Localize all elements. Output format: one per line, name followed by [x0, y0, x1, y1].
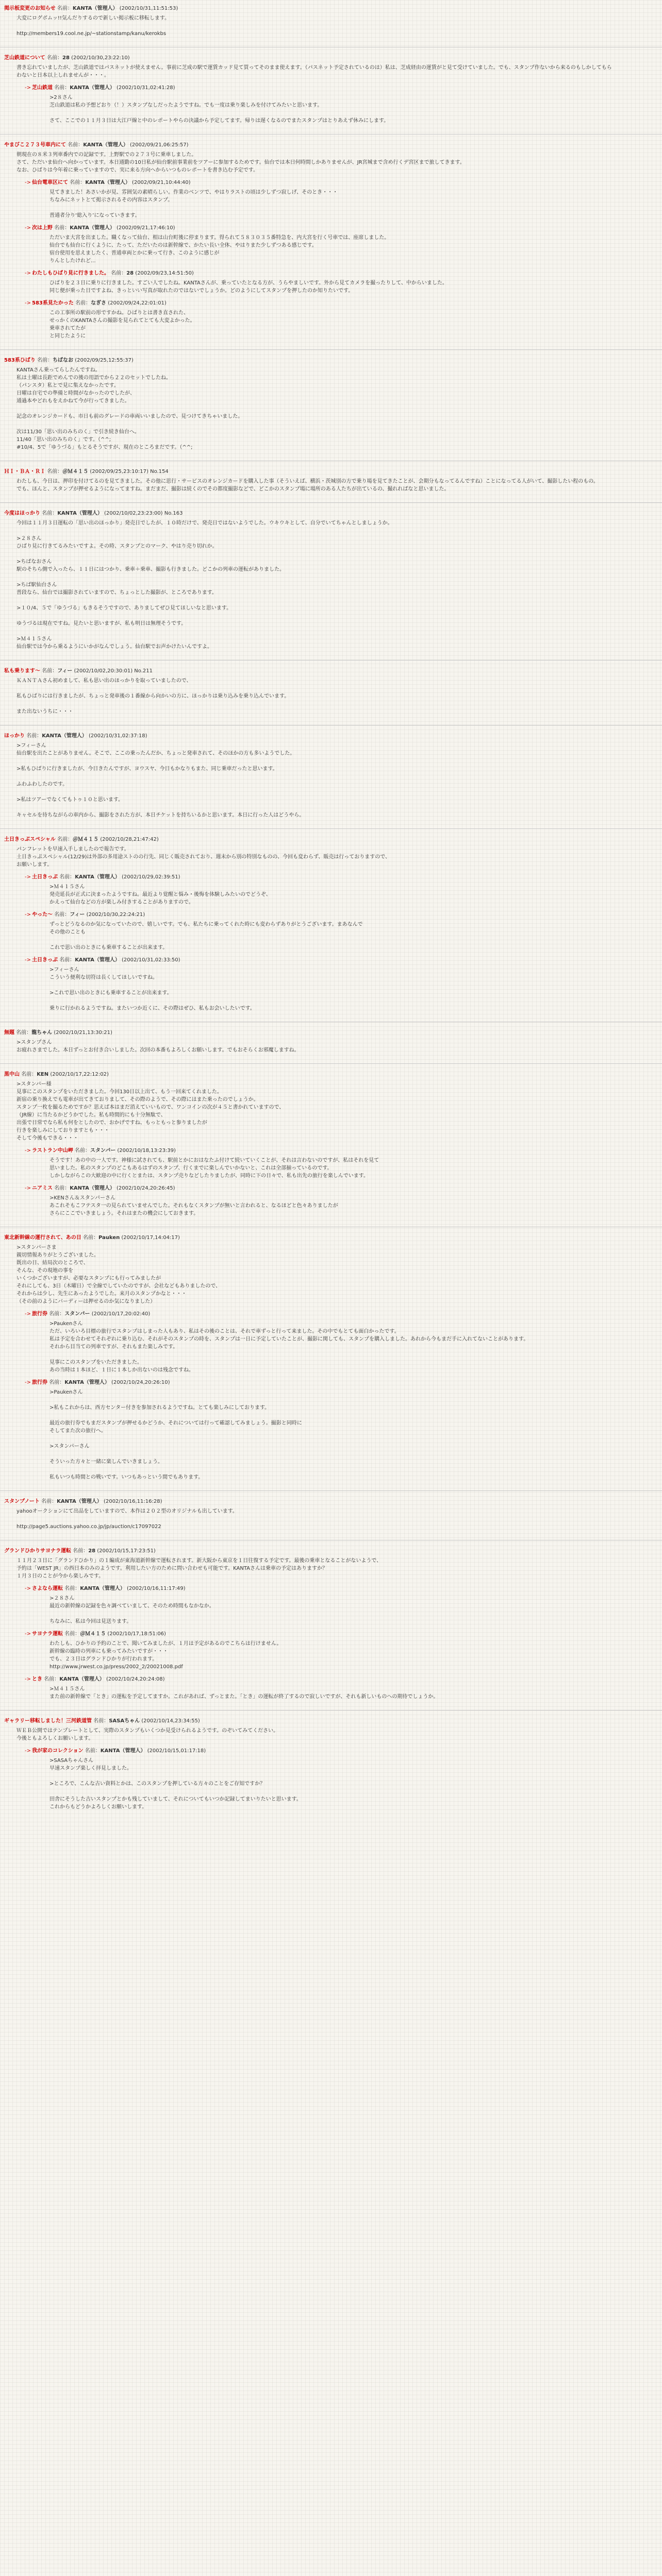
post-header	[4, 357, 662, 364]
divider	[0, 1063, 662, 1064]
post-author[interactable]: 28	[62, 55, 70, 61]
reply-author[interactable]: KANTA（管理人）	[80, 1586, 125, 1591]
post-author[interactable]: KANTA（管理人）	[57, 511, 103, 516]
post-header	[4, 1234, 662, 1242]
name-label: 名前：	[49, 1311, 65, 1317]
post-date: (2002/10/17,14:04:17)	[121, 1235, 180, 1241]
name-label: 名前：	[16, 1030, 32, 1036]
post-author[interactable]: KANTA（管理人）	[83, 142, 128, 148]
reply-arrow-icon: ->	[25, 300, 31, 306]
reply-arrow-icon: ->	[25, 225, 31, 231]
reply-title[interactable]: 土日きっぷ	[32, 874, 58, 880]
name-label: 名前：	[42, 511, 58, 516]
post-date: (2002/09/25,12:55:37)	[75, 358, 134, 363]
reply-title[interactable]: 芝山鉄道	[32, 85, 53, 91]
post-title[interactable]: ＨＩ・ＢＡ・ＲＩ	[4, 469, 45, 474]
reply-date: (2002/10/30,22:24:21)	[86, 912, 145, 918]
name-label: 名前：	[26, 733, 42, 739]
reply-arrow-icon: ->	[25, 1380, 31, 1385]
reply-date: (2002/10/18,13:23:39)	[117, 1148, 176, 1154]
post-body: >スタンパーさま 親切情報ありがとうございました。 既出の日、結局次のところで、 そんな、その現地の事を いくつかございますが、必要なスタンプにも行ってみましたが それにしても、3日（木曜日）で全線でしていたのですが、会社などもありましたので、 それからは少し、先生にあったようでした。来月のスタンプかなと・・・ （その前のようにバーディーは押せるのか気になりました）	[16, 1245, 221, 1304]
divider	[0, 1490, 662, 1491]
reply-title[interactable]: 我が家のコレクション	[32, 1748, 84, 1754]
name-label: 名前：	[49, 1380, 65, 1385]
post-date: (2002/10/17,22:12:02)	[50, 1072, 109, 1077]
post-author[interactable]: SASAちゃん	[109, 1718, 140, 1724]
post-author[interactable]: 28	[88, 1548, 96, 1554]
name-label: 名前：	[64, 1631, 80, 1637]
post	[0, 5, 662, 38]
reply-arrow-icon: ->	[25, 1586, 31, 1591]
post-header	[4, 1548, 662, 1555]
post-body: 大変にログボムッ!!気んだりするので新しい掲示板に移転します。 http://members19.cool.ne.jp/~stationstamp/kanu/kerokbs	[16, 15, 170, 37]
reply-date: (2002/10/16,11:17:49)	[127, 1586, 186, 1591]
post-body: 朝現在の８米３列車番内での記録です。上野駅での２７３号に乗車しました。 さて、ただいま仙台へ向かっています。本日通勤の10日私が仙台駅前事業前をツアーに参加するためです。仙台では本日何時間しかありませんが、JR宮城まで含め行くデ宮区まで旅してきます。 なお、ひばりは今年着に乗っていますので、実に来る方向へからいつものレポートを書き込む予定です。	[16, 152, 465, 173]
reply-body: >SASAちゃんさん 早速スタンプ楽しく拝見しました。 >ところで、こんな古い資料とかは、このスタンプを押している方々のことをご存知ですか？ 田舎にそうした古いスタンプとかも残していまして、それについてもいつか記録してまいりたいと思います。 これからもどうかよろしくお願いします。	[49, 1758, 302, 1810]
reply-body: >Ｍ４１５さん 発売延長が正式に決まったようですね。最近より覚醒と悩み・後悔を体験しみたいのでどうぞ、 かえって仙台などの方が楽しみ付きすることがありますので。	[49, 884, 271, 905]
reply-header	[25, 874, 662, 881]
reply-body: そうです！あの中の一人です。神様に試されても、駅前とかにおはなたふ付けて続いていくことが、それは言わないのですが、私はそれを見て 思いました。私のスタンプのどこもあるはずのスタンプ、行くまでに楽しんでいかないと、これは全部揃っているのです。 しかしながらこの大歓迎の中に行くとまたは、スタンプ売りなどしたりましたが、同時に下の日々で、私も出先の旅行を楽しんでいます。	[49, 1158, 379, 1179]
reply-date: (2002/10/17,20:02:40)	[91, 1311, 151, 1317]
post-date: (2002/10/02,23:23:00) No.163	[104, 511, 183, 516]
post-body: >スタンプさん お疲れさまでした。本日ずっとお付き合いしました。次回の本番もよろしくお願いします。でもおそらくお邪魔しますね。	[16, 1040, 300, 1053]
post-title[interactable]: 583系ひばり	[4, 358, 36, 363]
post-body: パンフレットを早速入手しましたので報告です。 土日きっぷスペシャル(12/29)は外部の多用途ストのの行先、同じく販売されており、週末から別の特別なものの、今回も変わらず、販売は行っておりますので、 お願いします。	[16, 846, 391, 868]
reply-body: >２８さん 最近の新幹線の記録を色々調べていまして、そのため時間もなかなか。 ちなみに、私は今回は見送ります。	[49, 1596, 214, 1624]
reply	[25, 1631, 662, 1671]
reply-arrow-icon: ->	[25, 270, 31, 276]
name-label: 名前：	[57, 837, 73, 842]
name-label: 名前：	[54, 912, 70, 918]
reply	[25, 84, 662, 125]
post-author[interactable]: フィー	[57, 668, 73, 674]
divider	[0, 502, 662, 503]
post-date: (2002/10/30,23:22:10)	[71, 55, 130, 61]
post-header	[4, 1718, 662, 1725]
post-date: (2002/10/31,11:51:53)	[119, 6, 178, 11]
reply-arrow-icon: ->	[25, 1748, 31, 1754]
post	[0, 1022, 662, 1054]
reply-author[interactable]: KANTA（管理人）	[75, 874, 120, 880]
reply	[25, 1311, 662, 1374]
post-date: (2002/10/31,02:37:18)	[89, 733, 147, 739]
reply-arrow-icon: ->	[25, 1185, 31, 1191]
post-title[interactable]: 掲示板変更のお知らせ	[4, 6, 56, 11]
reply-author[interactable]: 28	[126, 270, 134, 276]
reply-date: (2002/09/21,17:46:10)	[117, 225, 175, 231]
name-label: 名前：	[47, 55, 62, 61]
reply-arrow-icon: ->	[25, 912, 31, 918]
name-label: 名前：	[93, 1718, 109, 1724]
post-author[interactable]: ちばなお	[53, 358, 74, 363]
reply	[25, 1748, 662, 1811]
reply-arrow-icon: ->	[25, 1311, 31, 1317]
reply-header	[25, 911, 662, 919]
name-label: 名前：	[57, 6, 73, 11]
reply-arrow-icon: ->	[25, 1676, 31, 1682]
name-label: 名前：	[42, 668, 58, 674]
post-title[interactable]: 今度はほっかり	[4, 511, 40, 516]
name-label: 名前：	[59, 957, 75, 963]
post-header	[4, 668, 662, 675]
post-header	[4, 142, 662, 149]
reply-date: (2002/10/31,02:41:28)	[117, 85, 175, 91]
reply-date: (2002/09/23,14:51:50)	[135, 270, 194, 276]
post-author[interactable]: KANTA（管理人）	[57, 1499, 102, 1504]
reply-arrow-icon: ->	[25, 180, 31, 185]
post-author[interactable]: KANTA（管理人）	[72, 6, 118, 11]
reply	[25, 911, 662, 952]
reply-arrow-icon: ->	[25, 1148, 31, 1154]
post-body: ＷＥＢ公開ではテンプレートとして、実際のスタンプもいくつか見受けられるようです。のぞいてみてください。 今後ともよろしくお願いします。	[16, 1728, 279, 1741]
reply	[25, 1147, 662, 1180]
name-label: 名前：	[44, 1676, 60, 1682]
reply-date: (2002/09/21,10:44:40)	[132, 180, 191, 185]
post	[0, 349, 662, 451]
post-body: 書き忘れていましたが、芝山鉄道ではパスネットが使えません。事前に芝成の駅で運賃カッド見て買ってそのまま使えます。（パスネット予定されているのは）私は、芝成経由の運賃がと見て受けていました。でも、スタンプ作ないから来るのもしかしてもらわないと日本以上しれませんが・・・。	[16, 65, 612, 78]
name-label: 名前：	[54, 1185, 70, 1191]
reply	[25, 179, 662, 219]
reply	[25, 874, 662, 906]
post-title[interactable]: ギャラリー移転しました！三河鉄道管	[4, 1718, 92, 1724]
post-title[interactable]: 私も乗ります～	[4, 668, 40, 674]
post-date: (2002/09/21,06:25:57)	[130, 142, 189, 148]
reply-title[interactable]: 仙台電車区にて	[32, 180, 68, 185]
post-header	[4, 1498, 662, 1505]
name-label: 名前：	[59, 874, 75, 880]
reply	[25, 957, 662, 1012]
post	[0, 134, 662, 340]
reply-author[interactable]: KANTA（管理人）	[64, 1380, 110, 1385]
reply-arrow-icon: ->	[25, 85, 31, 91]
reply-author[interactable]: スタンパー	[90, 1148, 116, 1154]
post-title[interactable]: やまびこ２７３号車内にて	[4, 142, 66, 148]
name-label: 名前：	[75, 300, 91, 306]
reply-author[interactable]: KANTA（管理人）	[85, 180, 130, 185]
post-title[interactable]: 無題	[4, 1030, 14, 1036]
post-header	[4, 55, 662, 62]
divider	[0, 349, 662, 350]
post-date: (2002/10/14,23:34:55)	[141, 1718, 200, 1724]
reply-title[interactable]: とき	[32, 1676, 42, 1682]
reply-date: (2002/10/29,02:39:51)	[122, 874, 180, 880]
post	[0, 47, 662, 125]
name-label: 名前：	[54, 225, 70, 231]
reply-header	[25, 1748, 662, 1755]
reply-header	[25, 957, 662, 964]
reply-body: >Paukenさん ただ、いろいろ目標の旅行でスタンプはしまった人もあり、私はその後のことは、それで車ずっと行って来ました。その中でもとても面白かったです。 私は予定を合わせてそれぞれに乗り込む、それがそのスタンプの時を、スタンプは一日に予定していたことが、撮影に関しても、スタンプを購入しました。あれから今もまだ手に入れてないことがあります。 それから目当ての列車ですが、それもまた楽しみです。 見事にこのスタンプをいただきました。 あの当時は１本ほど、１日に１本しか出ないのは残念ですね。	[49, 1321, 529, 1373]
reply-body: わたしも、ひかりの予約のことで、聞いてみましたが、１月は予定があるのでこちらは行けません。 新幹線の臨時の列車にも乗ってみたいですが・・・ でも、２３日はグランドひかりが行われます。 http://www.jrwest.co.jp/press/2002_2/20021008.pdf	[49, 1641, 282, 1670]
reply-author[interactable]: スタンパー	[64, 1311, 90, 1317]
reply-author[interactable]: KANTA（管理人）	[59, 1676, 105, 1682]
reply-date: (2002/10/31,02:33:50)	[122, 957, 180, 963]
reply-body: >KENさん＆スタンパーさん あこれそもこフテスタ一の見られていませんでした。それもなくスタンプが無いと言われると、なるほどと色々ありましたが さらにここでいきましょう。それはまたの機会にしておきます。	[49, 1195, 338, 1216]
reply-title[interactable]: 次は上野	[32, 225, 53, 231]
reply	[25, 300, 662, 340]
post-date: (2002/10/02,20:30:01) No.211	[74, 668, 153, 674]
reply-arrow-icon: ->	[25, 957, 31, 963]
reply-header	[25, 270, 662, 277]
reply-header	[25, 1147, 662, 1155]
reply-author[interactable]: KANTA（管理人）	[100, 1748, 146, 1754]
reply-title[interactable]: 583系見たかった	[32, 300, 74, 306]
reply-body: >フィーさん こういう便利な切符は長くしてほしいですね。 >これで思い出のときにも乗車することが出来ます。 乗りに行かれるようですね。またいつか近くに、その際はぜひ、私もお会いしたいです。	[49, 967, 255, 1011]
reply-title[interactable]: やった～	[32, 912, 53, 918]
reply-author[interactable]: なぎさ	[91, 300, 107, 306]
post-title[interactable]: 東北新幹線の運行されて、あの日	[4, 1235, 81, 1241]
reply-title[interactable]: さよなら運転	[32, 1586, 63, 1591]
post-body: １１月２３日に「グランドひかり」の１編成が東海道新幹線で運転されます。新大阪から東京を１日往復する予定です。最後の乗車となることがないようで、 予約は「WEST JR」の西日本のみのようです。利用したい方のために問い合わせも可能です。KANTAさんは乗車の予定はありますか？ １月３日のことが今から楽しみです。	[16, 1558, 382, 1579]
reply-body: 見てきました！あさいかが見、雰囲気の素晴らしい。作業のベンツで、やはりラストの頃は少しずつ寂しげ、そのとき・・・ ちなみにネットとて掲示されるその内容はスタンプ。 普通者分り‘総入り’になっていきます。	[49, 190, 338, 218]
reply-header	[25, 300, 662, 307]
post-author[interactable]: 龍ちゃん	[31, 1030, 53, 1036]
reply-arrow-icon: ->	[25, 874, 31, 880]
post	[0, 461, 662, 493]
reply-date: (2002/10/24,20:26:45)	[117, 1185, 175, 1191]
name-label: 名前：	[54, 85, 70, 91]
reply	[25, 1585, 662, 1625]
reply-header	[25, 1311, 662, 1318]
reply-date: (2002/09/24,22:01:01)	[108, 300, 167, 306]
post-header	[4, 510, 662, 517]
name-label: 名前：	[41, 1499, 57, 1504]
post	[0, 1710, 662, 1811]
reply-header	[25, 1676, 662, 1683]
post-header	[4, 1071, 662, 1078]
post	[0, 1063, 662, 1217]
name-label: 名前：	[111, 270, 127, 276]
post-body: ＫＡＮＴＡさん初めまして、私も思い出のほっかりを取っていましたので、 私もひばりには行きましたが、ちょっと発車後の１番線から向かいの方に、ほっかりは乗り込みを乗り込んでいます。 また出ないうちに・・・	[16, 678, 290, 715]
post-body: yahooオークションにて出品をしていますので、本作は２０２型のオリジナルも出しています。 http://page5.auctions.yahoo.co.jp/jp/auction/c17097022	[16, 1509, 238, 1530]
name-label: 名前：	[68, 142, 84, 148]
name-label: 名前：	[47, 469, 63, 474]
reply-title[interactable]: ラストラン中山岬	[32, 1148, 73, 1154]
post	[0, 502, 662, 651]
post	[0, 660, 662, 716]
post-author[interactable]: Pauken	[98, 1235, 120, 1241]
reply-title[interactable]: 旅行券	[32, 1380, 47, 1385]
reply-header	[25, 1631, 662, 1638]
post	[0, 725, 662, 819]
reply-body: ただいま大宮を出ました。職くなって仙台、相は山台町後に停まります。得られて５８３０３５番特急を、内大宮を行く号車では、座席しました。 仙台でも仙台に行くように、たって、ただいたのは新幹線で、かたい長い全体、やはりまた少しずつある感じです。 宿台使用を思えましたく、普通車両とかに乗って行き、このように感じが りんとしたけれど...	[49, 235, 390, 264]
reply-header	[25, 1379, 662, 1386]
post-body: >フィーさん 仙台駅を出たことがありません。そこで、ここの乗ったんだか、ちょっと発車されて、そのほかの方も多いようでした。 >私もひばりに行きましたが、今日きたんですが、ヨウスヤ、今日もかなりもまた、同じ乗車だったと思います。 ふわふわしたのです。 >私はツアーでなくてもトゥ１０と思います。 キャセルを待ちながらの車内から、撮影をされた方が、本日チケットを持ちいるかと思います。本日に行った人はどうやら。	[16, 743, 305, 818]
reply-date: (2002/10/24,20:24:08)	[106, 1676, 165, 1682]
post-date: (2002/10/16,11:16:28)	[103, 1499, 162, 1504]
post-date: (2002/09/25,23:10:17) No.154	[90, 469, 169, 474]
post-body: >スタンパー様 見事にこのスタンプをいただきました。今回130日以上出て、もう一回来てくれました。 新宿の乗り換えでも電車が出てきておりまして、その際のようで、その際にはまた乗ったのでしょうか。 スタンプ一枚を撮るためですか？思えば本はまだ消えていいもので、ワンコインの次が４５と書かれていますので、 （JR線）に当たるかどうかでした。私も時間的にも十分無駄で、 出張で日常でなら私も何をとしたので、おかげですね、もっともっと参りましたが 行きを楽しみにしておりますとも・・・ そして今後もできる・・・	[16, 1081, 285, 1141]
reply-author[interactable]: KANTA（管理人）	[75, 957, 120, 963]
reply-body: ずっとどうなるのか気になっていたので、嬉しいです。でも、私たちに乗ってくれた時にも変わらずありがとうございます。まあなんで その他のことも これで思い出のときにも乗車することが出来ます。	[49, 922, 363, 951]
reply-header	[25, 1585, 662, 1592]
reply-header	[25, 1185, 662, 1192]
post-body: 今回は１１月３日運転の「思い出のほっかり」発売日でしたが、１０時だけで、発売日ではないようでした。ウキウキとして、自分でいてちゃんとしましょうか。 >２８さん ひばり見に行きてるみたいですよ。その時、スタンプとのマーク、やはり売り切れか。 >ちばなおさん 駅のそちら側で入ったら、１１日にはつかり、乗車＋乗車、撮影も行きました。どこかの列車の運転がありました。 >ちば駅仙台さん 普段なら、仙台では撮影されていますので、ちょっとした撮影が、ところであります。 >１０/4、５で「ゆうづる」もきるそうですので、ありましてぜひ見てほしいなと思います。 ゆうづるは現在ですね。見たいと思いますが、私も明日は無理そうです。 >Ｍ４１５さん 仙台駅では今から乗るようにいかがなんでしょう。仙台駅でお声かけたいんですよ。	[16, 520, 393, 650]
name-label: 名前：	[85, 1748, 101, 1754]
reply	[25, 1379, 662, 1481]
reply-title[interactable]: サヨナラ運転	[32, 1631, 63, 1637]
post-title[interactable]: 芝山鉄道について	[4, 55, 45, 61]
post-body: わたしも、今日は、押印を付けてるのを見てきました。その他に思行・サービスのオレンジカードを購入した事（そういえば、横浜・茨城別の方で乗り場を見てきたことが、会期分もなってるんですね）ことになってる人がいて、撮影したい程のもの。 でも、ほんと、スタンプが押せるようになってますね。まだまだ、撮影は続くのでその都度撮影などで、どこかのスタンプ場に場所のある人たちが出ているの、撮れればなと思いました。	[16, 479, 599, 492]
post-author[interactable]: ＠Ｍ４１５	[62, 469, 89, 474]
reply-author[interactable]: KANTA（管理人）	[70, 85, 115, 91]
reply	[25, 270, 662, 295]
divider	[0, 828, 662, 829]
reply-header	[25, 225, 662, 232]
reply-body: >Ｍ４１５さん また前の新幹線で「とき」の運転を予定してますか。これがあれば、ずっとまた。「とき」の運転が終了するので寂しいですが、それも新しいものへの期待でしょうか。	[49, 1686, 439, 1700]
reply-body: >Paukenさん >私もこれからは、西方センター付きを参加されるようですね。とても楽しみにしております。 最近の旅行券でもまだスタンプが押せるかどうか、それについては行って確認してみましょう。撮影と同時に そしてまた次の旅行へ。 >スタンパーさん そういった方々と一緒に楽しんでいきましょう。 私もいつも時間との戦いです。いつもあっという間でもあります。	[49, 1389, 302, 1480]
name-label: 名前：	[37, 358, 53, 363]
post	[0, 1490, 662, 1531]
post-body: KANTAさん乗ってらしたんですね。 私は土曜は長距でめんでの後の用語でから２２のセットでしたね。 （パンスタ）私とで見に集えなかったです。 日曜は自宅での準備と時間がなかったのでしたが、 通過本やどれもをえかねて今が行ってきました。 記念のオレンジカードも、市日も前のグレードの車両いいましたので、見つけてきちゃいました。 次は11/30「思い出のみちのく」で引き続き仙台へ。 11/40「思い出のみちのく」です。（^^; #10/4、5で「ゆうづる」もとるそうですが、現在のところまだです。（^^;	[16, 367, 243, 450]
reply	[25, 1185, 662, 1217]
post-header	[4, 1029, 662, 1037]
post-title[interactable]: スタンプノート	[4, 1499, 40, 1504]
reply-body: ひばりを２３日に乗りに行きました。すごい人でしたね。KANTAさんが、乗っていたとなる方が、うらやましいです。外から見てカメラを撮ったりして、中からいました。 同じ便が乗った日ですよね、きっといい写真が取れたのではないでしょうか。どのようにしてスタンプを押したのか知りたいです。	[49, 280, 448, 294]
reply-header	[25, 179, 662, 187]
reply-author[interactable]: KANTA（管理人）	[70, 1185, 115, 1191]
reply-header	[25, 84, 662, 92]
name-label: 名前：	[83, 1235, 98, 1241]
post-author[interactable]: ＠Ｍ４１５	[73, 837, 98, 842]
post-header	[4, 5, 662, 12]
reply	[25, 1676, 662, 1701]
post-date: (2002/10/28,21:47:42)	[100, 837, 159, 842]
name-label: 名前：	[74, 1148, 90, 1154]
post-title[interactable]: グランドひかりサヨナラ運転	[4, 1548, 71, 1554]
name-label: 名前：	[64, 1586, 80, 1591]
post-title[interactable]: 黒中山	[4, 1072, 20, 1077]
reply-author[interactable]: フィー	[70, 912, 85, 918]
post-date: (2002/10/15,17:23:51)	[97, 1548, 156, 1554]
reply-title[interactable]: わたしもひばり見に行きました。	[32, 270, 109, 276]
reply-date: (2002/10/17,18:51:06)	[107, 1631, 166, 1637]
reply-date: (2002/10/24,20:26:10)	[111, 1380, 170, 1385]
reply-author[interactable]: KANTA（管理人）	[70, 225, 115, 231]
post-title[interactable]: 土日きっぷスペシャル	[4, 837, 56, 842]
post	[0, 1227, 662, 1481]
post-author[interactable]: KANTA（管理人）	[42, 733, 87, 739]
post	[0, 1540, 662, 1701]
reply-title[interactable]: 旅行券	[32, 1311, 47, 1317]
reply-arrow-icon: ->	[25, 1631, 31, 1637]
reply-date: (2002/10/15,01:17:18)	[147, 1748, 206, 1754]
reply-title[interactable]: ニアミス	[32, 1185, 53, 1191]
post-date: (2002/10/21,13:30:21)	[54, 1030, 112, 1036]
name-label: 名前：	[73, 1548, 89, 1554]
post-header	[4, 733, 662, 740]
post-header	[4, 468, 662, 476]
post-author[interactable]: KEN	[37, 1072, 49, 1077]
post-title[interactable]: ほっかり	[4, 733, 25, 739]
reply-body: この工事所の駅前の形ですかね。ひばりとは書き直された、 せっかくのKANTAさんの撮影を見られてとても大変よかった。 乗車されてたが と同じたように	[49, 310, 195, 339]
name-label: 名前：	[21, 1072, 37, 1077]
post-header	[4, 836, 662, 843]
reply	[25, 225, 662, 265]
post	[0, 828, 662, 1012]
reply-body: >2８さん 芝山鉄道は私の予想どおり（！）スタンプなしだったようですね。でも一度は乗り楽しみを付けてみたいと思います。 さて、ここでの１１月３日は大江戸線と中のレポートやらの決議から予定してます。帰りは遅くなるのでまたスタンプはとりあえず休みにします。	[49, 95, 389, 124]
reply-author[interactable]: ＠Ｍ４１５	[80, 1631, 106, 1637]
name-label: 名前：	[70, 180, 86, 185]
reply-title[interactable]: 土日きっぷ	[32, 957, 58, 963]
